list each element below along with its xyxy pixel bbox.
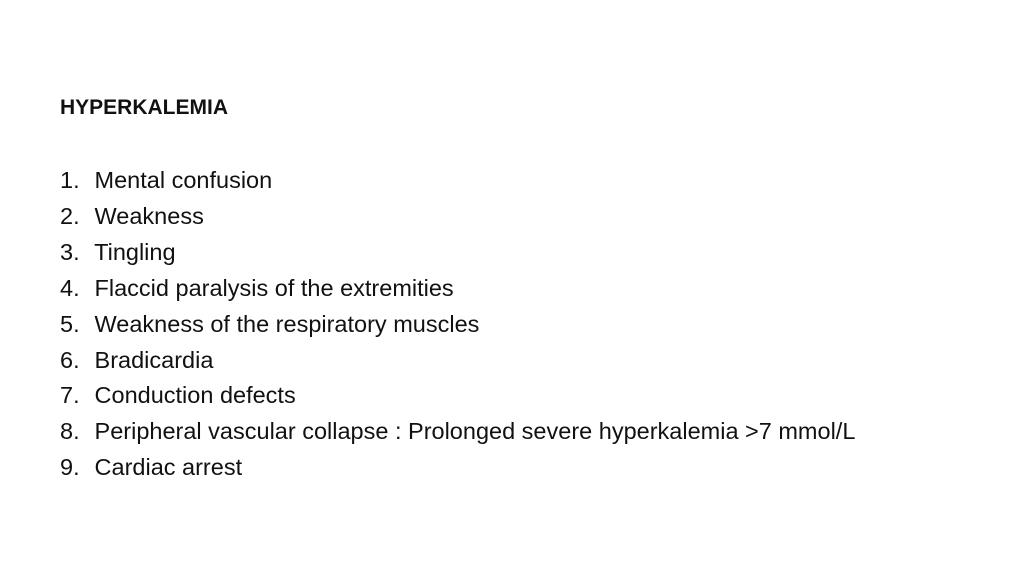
item-text: Weakness (94, 202, 204, 229)
item-text: Weakness of the respiratory muscles (94, 310, 480, 337)
list-item (60, 307, 855, 343)
list-item (60, 450, 855, 486)
item-number: 3. (60, 238, 80, 265)
item-text: Conduction defects (94, 382, 296, 409)
list-item (60, 271, 855, 307)
item-number: 5. (60, 310, 80, 337)
list-item (60, 378, 855, 414)
symptom-list (60, 163, 855, 486)
item-number: 8. (60, 418, 80, 445)
list-item (60, 199, 855, 235)
list-item (60, 163, 855, 199)
item-number: 1. (60, 167, 80, 193)
item-text: Peripheral vascular collapse : Prolonged severe hyperkalemia >7 mmol/L (94, 418, 856, 445)
item-number: 2. (60, 202, 80, 229)
item-text: Flaccid paralysis of the extremities (94, 274, 454, 301)
item-number: 7. (60, 382, 80, 409)
item-text: Tingling (94, 238, 176, 265)
list-item (60, 414, 855, 450)
item-number: 9. (60, 454, 80, 481)
list-item (60, 235, 855, 271)
slide-title: HYPERKALEMIA (60, 96, 229, 119)
item-text: Bradicardia (94, 346, 214, 373)
item-number: 6. (60, 346, 80, 373)
list-item (60, 343, 855, 379)
item-number: 4. (60, 274, 80, 301)
item-text: Mental confusion (94, 167, 273, 193)
item-text: Cardiac arrest (94, 454, 243, 481)
